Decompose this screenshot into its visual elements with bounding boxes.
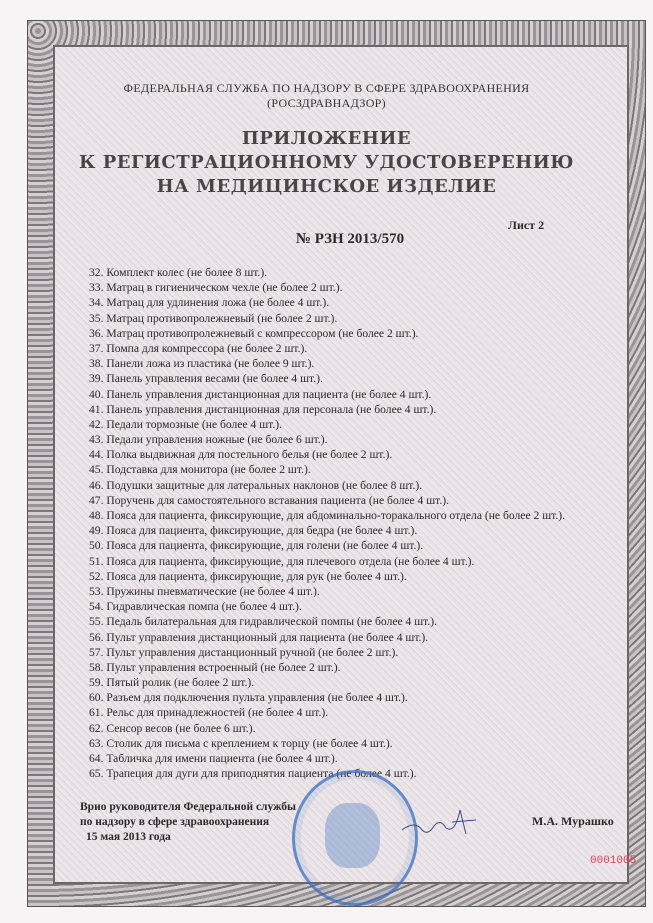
issue-date: 15 мая 2013 года [86, 831, 171, 843]
list-item: 52. Пояса для пациента, фиксирующие, для рук (не более 4 шт.). [89, 569, 407, 583]
list-item: 65. Трапеция для дуги для приподнятия пациента (не более 4 шт.). [89, 767, 417, 781]
list-item: 36. Матрац противопролежневый с компрессором (не более 2 шт.). [89, 326, 419, 340]
list-item: 54. Гидравлическая помпа (не более 4 шт.). [89, 600, 302, 614]
list-item: 56. Пульт управления дистанционный для пациента (не более 4 шт.). [89, 630, 429, 644]
list-item: 51. Пояса для пациента, фиксирующие, для плечевого отдела (не более 4 шт.). [89, 554, 475, 568]
list-item: 62. Сенсор весов (не более 6 шт.). [89, 721, 256, 735]
list-item: 53. Пружины пневматические (не более 4 шт.). [89, 584, 320, 598]
registration-number: № РЗН 2013/570 [295, 231, 405, 247]
list-item: 59. Пятый ролик (не более 2 шт.). [89, 676, 255, 690]
list-item: 45. Подставка для монитора (не более 2 шт.). [89, 463, 311, 477]
signer-name: М.А. Мурашко [532, 814, 614, 828]
agency-abbreviation: (РОСЗДРАВНАДЗОР) [267, 96, 386, 110]
serial-number: 0001005 [590, 855, 637, 867]
list-item: 38. Панели ложа из пластика (не более 9 шт.). [89, 357, 315, 371]
list-item: 37. Помпа для компрессора (не более 2 шт.). [89, 341, 308, 355]
list-item: 42. Педали тормозные (не более 4 шт.). [89, 417, 282, 431]
list-item: 44. Полка выдвижная для постельного белья (не более 2 шт.). [89, 448, 393, 462]
list-item: 57. Пульт управления дистанционный ручной (не более 2 шт.). [89, 645, 399, 659]
list-item: 58. Пульт управления встроенный (не более 2 шт.). [89, 660, 341, 674]
list-item: 61. Рельс для принадлежностей (не более 4 шт.). [89, 706, 329, 720]
document-title: ПРИЛОЖЕНИЕ [241, 128, 412, 149]
list-item: 50. Пояса для пациента, фиксирующие, для голени (не более 4 шт.). [89, 539, 424, 553]
signature [400, 800, 480, 840]
list-item: 60. Разъем для подключения пульта управления (не более 4 шт.). [89, 691, 408, 705]
list-item: 33. Матрац в гигиеническом чехле (не более 2 шт.). [89, 281, 343, 295]
list-item: 34. Матрац для удлинения ложа (не более 4 шт.). [89, 296, 330, 310]
list-item: 35. Матрац противопролежневый (не более 2 шт.). [89, 311, 338, 325]
signatory-block [80, 800, 296, 845]
list-item: 47. Поручень для самостоятельного вставания пациента (не более 4 шт.). [89, 493, 450, 507]
list-item: 43. Педали управления ножные (не более 6 шт.). [89, 433, 328, 447]
list-item: 39. Панель управления весами (не более 4 шт.). [89, 372, 323, 386]
signatory-position: Врио руководителя Федеральной службы [80, 801, 297, 813]
list-item: 64. Табличка для имени пациента (не более 4 шт.). [89, 752, 338, 765]
agency-name: ФЕДЕРАЛЬНАЯ СЛУЖБА ПО НАДЗОРУ В СФЕРЕ ЗДРАВООХРАНЕНИЯ [123, 81, 530, 95]
document-title-line3: НА МЕДИЦИНСКОЕ ИЗДЕЛИЕ [156, 176, 497, 197]
list-item: 41. Панель управления дистанционная для персонала (не более 4 шт.). [89, 402, 437, 416]
list-item: 55. Педаль билатеральная для гидравлической помпы (не более 4 шт.). [89, 615, 438, 629]
list-item: 49. Пояса для пациента, фиксирующие, для бедра (не более 4 шт.). [89, 524, 418, 538]
list-item: 32. Комплект колес (не более 8 шт.). [89, 266, 268, 279]
list-item: 40. Панель управления дистанционная для пациента (не более 4 шт.). [89, 387, 432, 401]
signatory-position-line2: по надзору в сфере здравоохранения [80, 816, 270, 828]
list-item: 46. Подушки защитные для латеральных наклонов (не более 8 шт.). [89, 478, 423, 492]
accessory-list [89, 265, 565, 781]
document-title-line2: К РЕГИСТРАЦИОННОМУ УДОСТОВЕРЕНИЮ [79, 152, 574, 173]
list-item: 63. Столик для письма с креплением к торцу (не более 4 шт.). [89, 736, 393, 750]
sheet-number: Лист 2 [508, 218, 545, 232]
list-item: 48. Пояса для пациента, фиксирующие, для абдоминально-торакального отдела (не более 2 шт.). [89, 509, 565, 522]
